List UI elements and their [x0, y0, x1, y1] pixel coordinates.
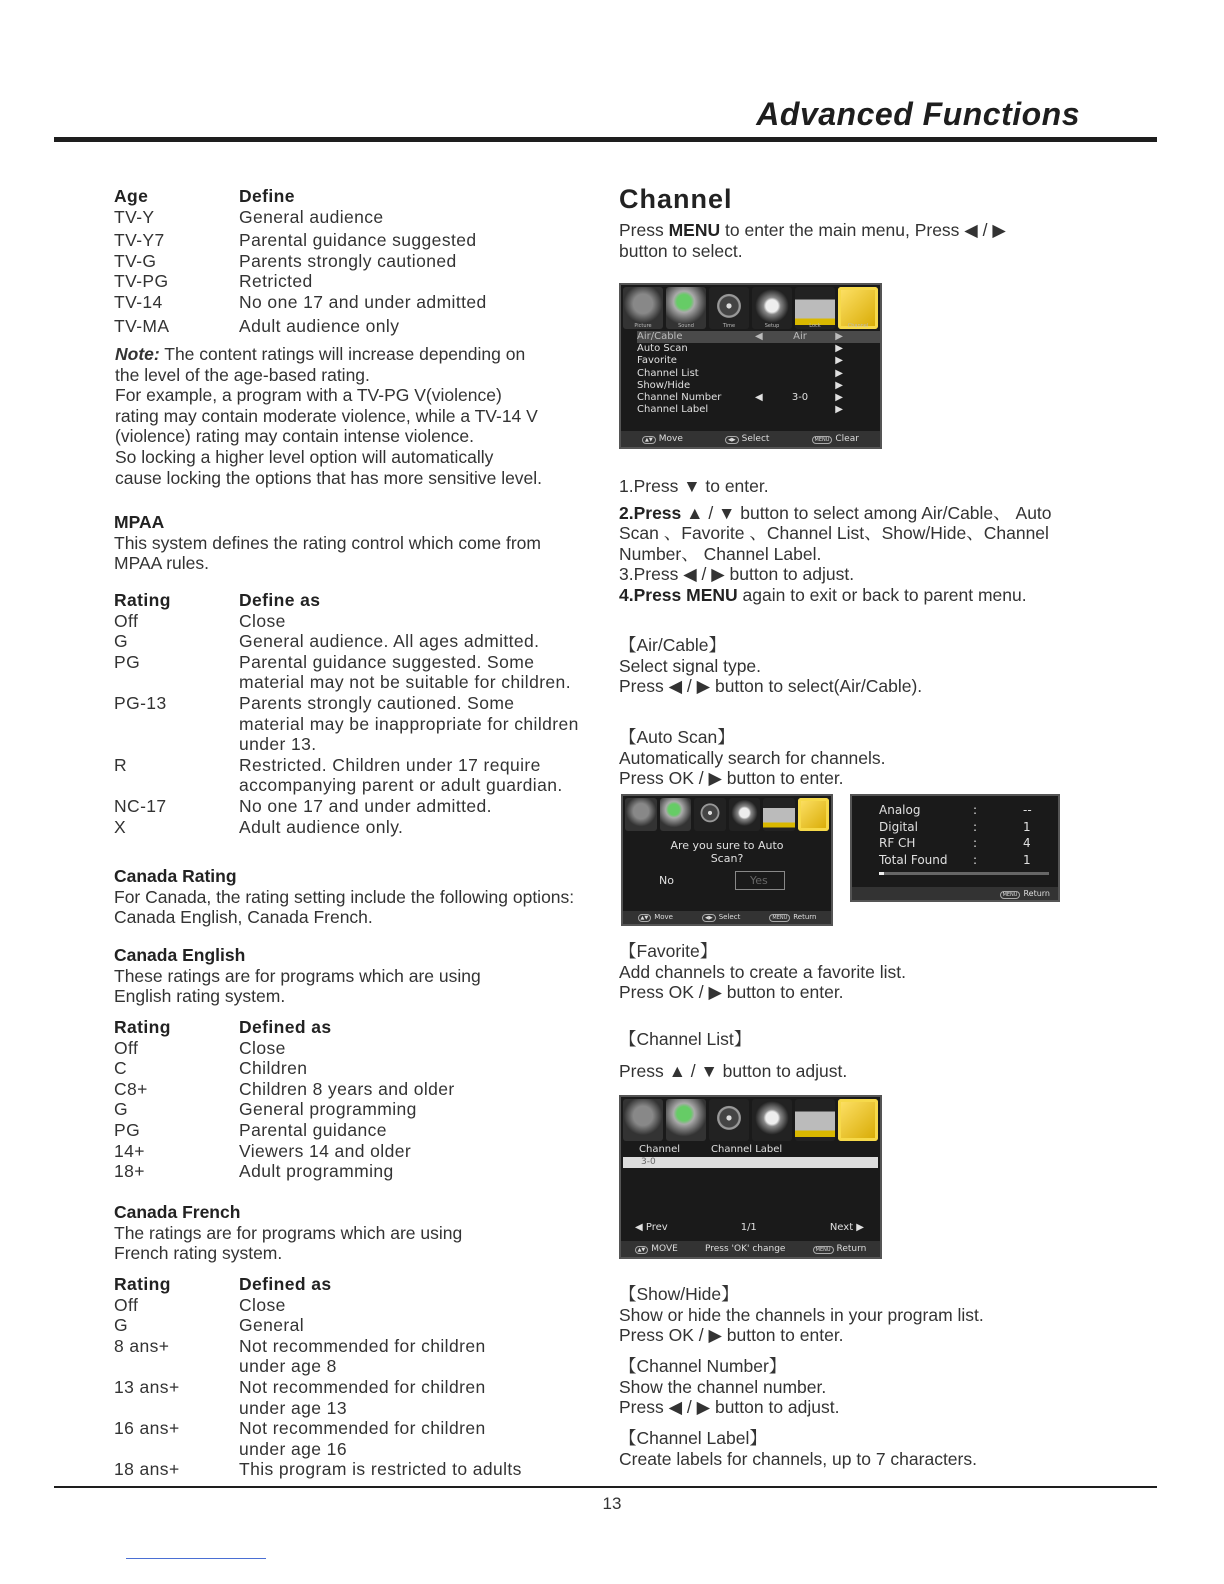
table-row: PG Parental guidance: [114, 1119, 387, 1140]
setup-icon: [729, 798, 761, 831]
lock-icon: [795, 1099, 835, 1141]
table-row: material may not be suitable for children.: [239, 672, 571, 693]
osd-icon-bar: [623, 796, 831, 831]
note-label: Note:: [115, 344, 160, 364]
canada-english-table: [114, 1017, 604, 1182]
osd-menu-item-auto-scan[interactable]: Auto Scan ▶: [637, 343, 843, 355]
channel-number-section: 【Channel Number】 Show the channel number. Press ◀ / ▶ button to adjust.: [619, 1356, 1119, 1418]
age-table: [114, 186, 604, 336]
move-key-icon: ▲▼: [642, 436, 656, 444]
table-row: G General audience. All ages admitted.: [114, 631, 540, 652]
table-row: 14+ Viewers 14 and older: [114, 1140, 412, 1161]
col-define: Define: [239, 186, 295, 206]
table-row: 8 ans+ Not recommended for children: [114, 1335, 486, 1356]
table-row: NC-17 No one 17 and under admitted.: [114, 795, 492, 816]
section-desc: For Canada, the rating setting include the following options:: [114, 886, 575, 907]
prev-button[interactable]: ◀ Prev: [635, 1222, 668, 1233]
picture-icon: [623, 1099, 663, 1141]
section-title: MPAA: [114, 512, 165, 532]
chlist-row[interactable]: 3-0: [623, 1157, 878, 1168]
next-button[interactable]: Next ▶: [829, 1222, 864, 1233]
note-line: For example, a program with a TV-PG V(violence): [115, 385, 502, 406]
osd-menu-item-channel-number[interactable]: Channel Number ◀ 3-0 ▶: [637, 392, 843, 404]
channel-icon: [798, 798, 830, 831]
col-rating: Rating: [114, 590, 171, 610]
table-row: TV-Y General audience: [114, 206, 384, 227]
mpaa-table: [114, 590, 604, 837]
table-row: 16 ans+ Not recommended for children: [114, 1418, 486, 1439]
section-title: 【Auto Scan】: [619, 727, 735, 747]
section-desc: Canada English, Canada French.: [114, 907, 373, 928]
table-row: TV-MA Adult audience only: [114, 315, 400, 336]
time-icon: [709, 1099, 749, 1141]
osd-icon-bar: [621, 285, 880, 329]
table-row: TV-G Parents strongly cautioned: [114, 250, 457, 271]
col-rating: Rating: [114, 1017, 171, 1037]
page-title: Advanced Functions: [756, 96, 1080, 132]
table-row: PG Parental guidance suggested. Some: [114, 651, 535, 672]
channel-icon: [838, 1099, 878, 1141]
table-row: under age 8: [239, 1356, 337, 1377]
table-row: under age 13: [239, 1397, 347, 1418]
osd-channel-menu: [619, 283, 882, 449]
no-button[interactable]: No: [659, 874, 674, 887]
channel-title: Channel: [619, 184, 733, 214]
section-title: 【Favorite】: [619, 941, 718, 961]
setup-icon: [752, 1099, 792, 1141]
osd-footer: MENU Return: [852, 887, 1058, 900]
table-row: G General: [114, 1315, 305, 1336]
section-desc: French rating system.: [114, 1243, 283, 1264]
scan-row-digital: Digital : 1: [879, 819, 1031, 834]
channel-steps: 1.Press ▼ to enter. 2.Press ▲ / ▼ button to select among Air/Cable、 Auto Scan 、Favorite 、Channel List、Show/Hide、Channel Number、 Channel Label. 3.Press ◀ / ▶ button to adjust. 4.Press MENU again to exit or back to parent menu.: [619, 476, 1114, 606]
table-row: Off Close: [114, 1294, 286, 1315]
osd-menu-item-show-hide[interactable]: Show/Hide ▶: [637, 379, 843, 391]
note-line: the level of the age-based rating.: [115, 364, 370, 385]
menu-key-icon: MENU: [1000, 891, 1021, 899]
sound-icon: Sound: [666, 287, 706, 329]
sound-icon: [666, 1099, 706, 1141]
note-line: So locking a higher level option will automatically: [115, 446, 494, 467]
scan-row-total-found: Total Found : 1: [879, 852, 1031, 867]
osd-channel-list: [619, 1095, 882, 1259]
osd-menu-item-channel-list[interactable]: Channel List ▶: [637, 367, 843, 379]
table-row: Off Close: [114, 1037, 286, 1058]
footer-link-line: [126, 1558, 266, 1559]
move-key-icon: ▲▼: [638, 914, 652, 922]
scan-row-analog: Analog : --: [879, 803, 1032, 817]
autoscan-question: Are you sure to Auto Scan?: [670, 839, 784, 865]
step-1: 1.Press ▼ to enter.: [619, 476, 769, 496]
col-rating: Rating: [114, 1274, 171, 1294]
osd-icon-bar: [621, 1097, 880, 1141]
table-row: 18 ans+ This program is restricted to adults: [114, 1459, 522, 1480]
osd-autoscan-dialog: [621, 794, 833, 926]
section-title: 【Air/Cable】: [619, 635, 726, 655]
note-line: (violence) rating may contain intense violence.: [115, 426, 474, 447]
table-row: PG-13 Parents strongly cautioned. Some: [114, 692, 515, 713]
lock-icon: Lock: [795, 287, 835, 329]
step-3: 3.Press ◀ / ▶ button to adjust.: [619, 564, 855, 585]
osd-footer: ▲▼ MOVE Press 'OK' change MENU Return: [621, 1241, 880, 1257]
col-defined-as: Defined as: [239, 1274, 332, 1294]
canada-french-table: [114, 1274, 604, 1480]
osd-menu-item-favorite[interactable]: Favorite ▶: [637, 355, 843, 367]
lock-icon: [763, 798, 795, 831]
table-row: 18+ Adult programming: [114, 1161, 394, 1182]
select-key-icon: ◀▶: [702, 914, 716, 922]
menu-key-icon: MENU: [812, 436, 833, 444]
menu-key-icon: MENU: [769, 914, 790, 922]
table-row: G General programming: [114, 1099, 417, 1120]
note-line: cause locking the options that has more sensitive level.: [115, 467, 543, 488]
chlist-header: Channel Channel Label: [639, 1144, 783, 1155]
table-row: material may be inappropriate for children: [239, 713, 579, 734]
channel-label-section: 【Channel Label】 Create labels for channels, up to 7 characters.: [619, 1428, 1119, 1469]
table-row: TV-Y7 Parental guidance suggested: [114, 230, 477, 251]
scan-progress-bar: [879, 872, 1049, 875]
table-row: C8+ Children 8 years and older: [114, 1078, 455, 1099]
scan-row-rf-ch: RF CH : 4: [879, 836, 1031, 850]
footer-rule: [54, 1486, 1157, 1488]
osd-footer: ▲▼ Move ◀▶ Select MENU Clear: [621, 431, 880, 447]
col-define-as: Define as: [239, 590, 321, 610]
table-row: under age 16: [239, 1438, 347, 1459]
canada-english-section: [114, 945, 481, 1007]
page-indicator: 1/1: [740, 1222, 757, 1233]
osd-menu-item-air-cable[interactable]: Air/Cable ◀ Air ▶: [637, 331, 880, 343]
channel-icon: Channel: [838, 287, 878, 329]
table-row: 13 ans+ Not recommended for children: [114, 1376, 486, 1397]
show-hide-section: 【Show/Hide】 Show or hide the channels in your program list. Press OK / ▶ button to enter.: [619, 1284, 1119, 1346]
setup-icon: Setup: [752, 287, 792, 329]
osd-footer: ▲▼ Move ◀▶ Select MENU Return: [623, 911, 831, 924]
channel-intro: Press MENU to enter the main menu, Press ◀ / ▶ button to select.: [619, 220, 1006, 261]
col-defined-as: Defined as: [239, 1017, 332, 1037]
canada-french-section: [114, 1202, 462, 1264]
time-icon: [694, 798, 726, 831]
section-title: 【Channel Number】: [619, 1356, 787, 1376]
section-title: 【Channel Label】: [619, 1428, 767, 1448]
canada-rating-section: [114, 866, 574, 928]
note-line: The content ratings will increase depending on: [159, 344, 526, 364]
section-desc: The ratings are for programs which are using: [114, 1222, 463, 1243]
auto-scan-section: 【Auto Scan】 Automatically search for channels. Press OK / ▶ button to enter.: [619, 727, 1119, 789]
section-title: 【Channel List】: [619, 1029, 752, 1049]
mpaa-section: [114, 512, 541, 574]
header-rule: [54, 137, 1157, 142]
section-title: 【Show/Hide】: [619, 1284, 739, 1304]
age-table-header: [114, 186, 604, 207]
osd-scan-results: [850, 794, 1060, 902]
table-row: X Adult audience only.: [114, 816, 404, 837]
section-title: Canada French: [114, 1202, 241, 1222]
table-row: Off Close: [114, 610, 286, 631]
section-desc: This system defines the rating control which come from: [114, 532, 541, 553]
chlist-pager: [621, 1222, 880, 1233]
table-row: TV-PG Retricted: [114, 271, 313, 292]
picture-icon: Picture: [623, 287, 663, 329]
table-row: R Restricted. Children under 17 require: [114, 754, 541, 775]
section-desc: MPAA rules.: [114, 553, 209, 574]
yes-button[interactable]: Yes: [735, 871, 785, 890]
air-cable-section: 【Air/Cable】 Select signal type. Press ◀ / ▶ button to select(Air/Cable).: [619, 635, 1119, 697]
select-key-icon: ◀▶: [725, 436, 739, 444]
col-age: Age: [114, 186, 149, 206]
table-row: under 13.: [239, 734, 317, 755]
sound-icon: [660, 798, 692, 831]
table-row: accompanying parent or adult guardian.: [239, 775, 563, 796]
note-block: [115, 344, 610, 488]
picture-icon: [625, 798, 657, 831]
channel-list-section: 【Channel List】 Press ▲ / ▼ button to adjust.: [619, 1029, 1119, 1081]
favorite-section: 【Favorite】 Add channels to create a favorite list. Press OK / ▶ button to enter.: [619, 941, 1119, 1003]
menu-key-icon: MENU: [813, 1246, 834, 1254]
section-title: Canada English: [114, 945, 246, 965]
section-title: Canada Rating: [114, 866, 237, 886]
osd-menu-item-channel-label[interactable]: Channel Label ▶: [637, 404, 843, 416]
section-desc: These ratings are for programs which are using: [114, 965, 481, 986]
osd-menu-list: [621, 329, 880, 416]
scan-progress-fill: [879, 872, 884, 875]
section-desc: English rating system.: [114, 986, 286, 1007]
table-row: TV-14 No one 17 and under admitted: [114, 291, 487, 312]
move-key-icon: ▲▼: [635, 1246, 649, 1254]
note-line: rating may contain moderate violence, while a TV-14 V: [115, 405, 538, 426]
page-number: 13: [602, 1494, 622, 1513]
table-row: C Children: [114, 1058, 308, 1079]
time-icon: Time: [709, 287, 749, 329]
